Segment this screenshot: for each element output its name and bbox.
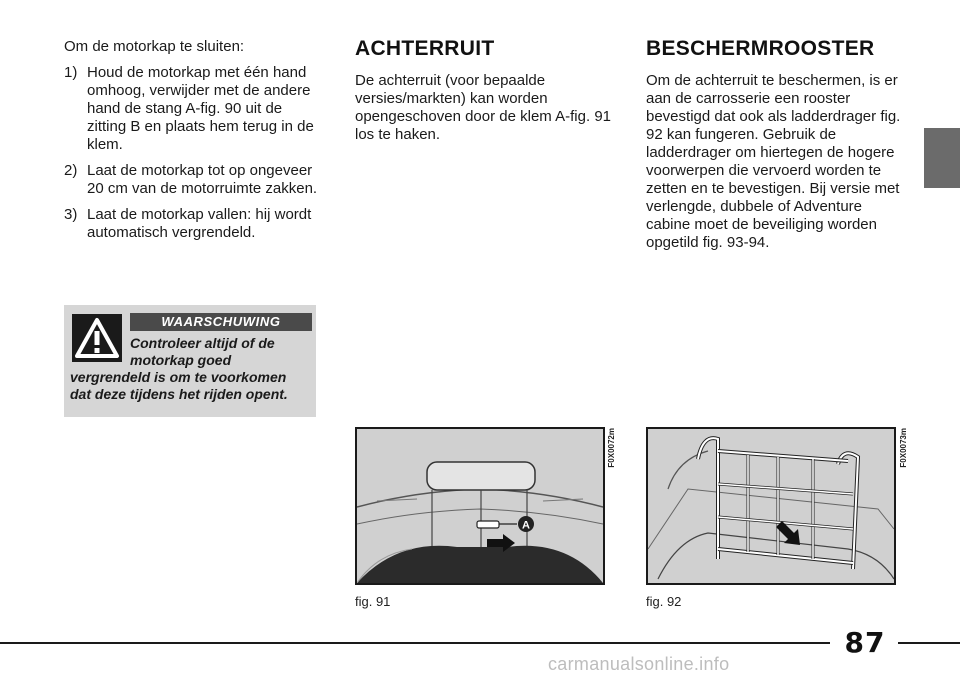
watermark-text: carmanualsonline.info bbox=[548, 654, 730, 674]
figure-caption: fig. 91 bbox=[355, 594, 391, 609]
section-heading-beschermrooster: BESCHERMROOSTER bbox=[646, 37, 875, 60]
column-middle bbox=[355, 38, 615, 144]
step-text: Laat de motorkap vallen: hij wordt automatisch vergrendeld. bbox=[87, 206, 312, 241]
section-text-achterruit: De achterruit (voor bepaalde versies/markten) kan worden opengeschoven door de klem A-fig. 91 los te haken. bbox=[355, 72, 612, 143]
section-heading-achterruit: ACHTERRUIT bbox=[355, 37, 495, 60]
step-item bbox=[64, 162, 324, 198]
figure-92-illustration bbox=[646, 427, 896, 585]
protective-grille-drawing bbox=[648, 429, 894, 583]
warning-line: vergrendeld is om te voorkomen bbox=[70, 369, 287, 385]
column-left bbox=[64, 38, 324, 250]
column-right bbox=[646, 38, 906, 252]
step-number: 1) bbox=[64, 64, 78, 81]
warning-badge: WAARSCHUWING bbox=[130, 313, 312, 331]
figure-code: F0X0072m bbox=[607, 428, 616, 468]
step-number: 3) bbox=[64, 206, 78, 223]
section-text-beschermrooster: Om de achterruit te beschermen, is er aan de carrosserie een rooster bevestigd dat ook als ladderdrager fig. 92 kan fungeren. Gebruik de ladderdrager om hiertegen de hogere voorwerpen die vervoerd worden te zetten en te bevestigen. Bij versie met verlengde, dubbele of Adventure cabine moet de beveiliging worden opgetild fig. 93-94. bbox=[646, 72, 901, 251]
warning-box bbox=[64, 305, 316, 417]
steps-list bbox=[64, 64, 324, 242]
warning-line: Controleer altijd of de bbox=[130, 335, 275, 351]
step-item bbox=[64, 64, 324, 154]
warning-line: motorkap goed bbox=[130, 352, 232, 368]
figure-91-illustration bbox=[355, 427, 605, 585]
page-number: 87 bbox=[844, 626, 886, 659]
figure-label-a: A bbox=[522, 519, 530, 532]
warning-text bbox=[70, 335, 312, 403]
footer-rule-left bbox=[0, 642, 830, 644]
step-text: Laat de motorkap tot op ongeveer 20 cm van de motorruimte zakken. bbox=[87, 162, 318, 197]
figure-code: F0X0073m bbox=[899, 428, 908, 468]
intro-text: Om de motorkap te sluiten: bbox=[64, 38, 245, 55]
figure-caption: fig. 92 bbox=[646, 594, 682, 609]
step-text: Houd de motorkap met één hand omhoog, verwijder met de andere hand de stang A-fig. 90 uit de zitting B en plaats hem terug in de klem. bbox=[87, 64, 314, 153]
step-item bbox=[64, 206, 324, 242]
chapter-tab bbox=[924, 128, 960, 188]
rear-window-drawing bbox=[357, 429, 603, 583]
footer-rule-right bbox=[898, 642, 960, 644]
warning-line: dat deze tijdens het rijden opent. bbox=[70, 386, 288, 402]
step-number: 2) bbox=[64, 162, 78, 179]
